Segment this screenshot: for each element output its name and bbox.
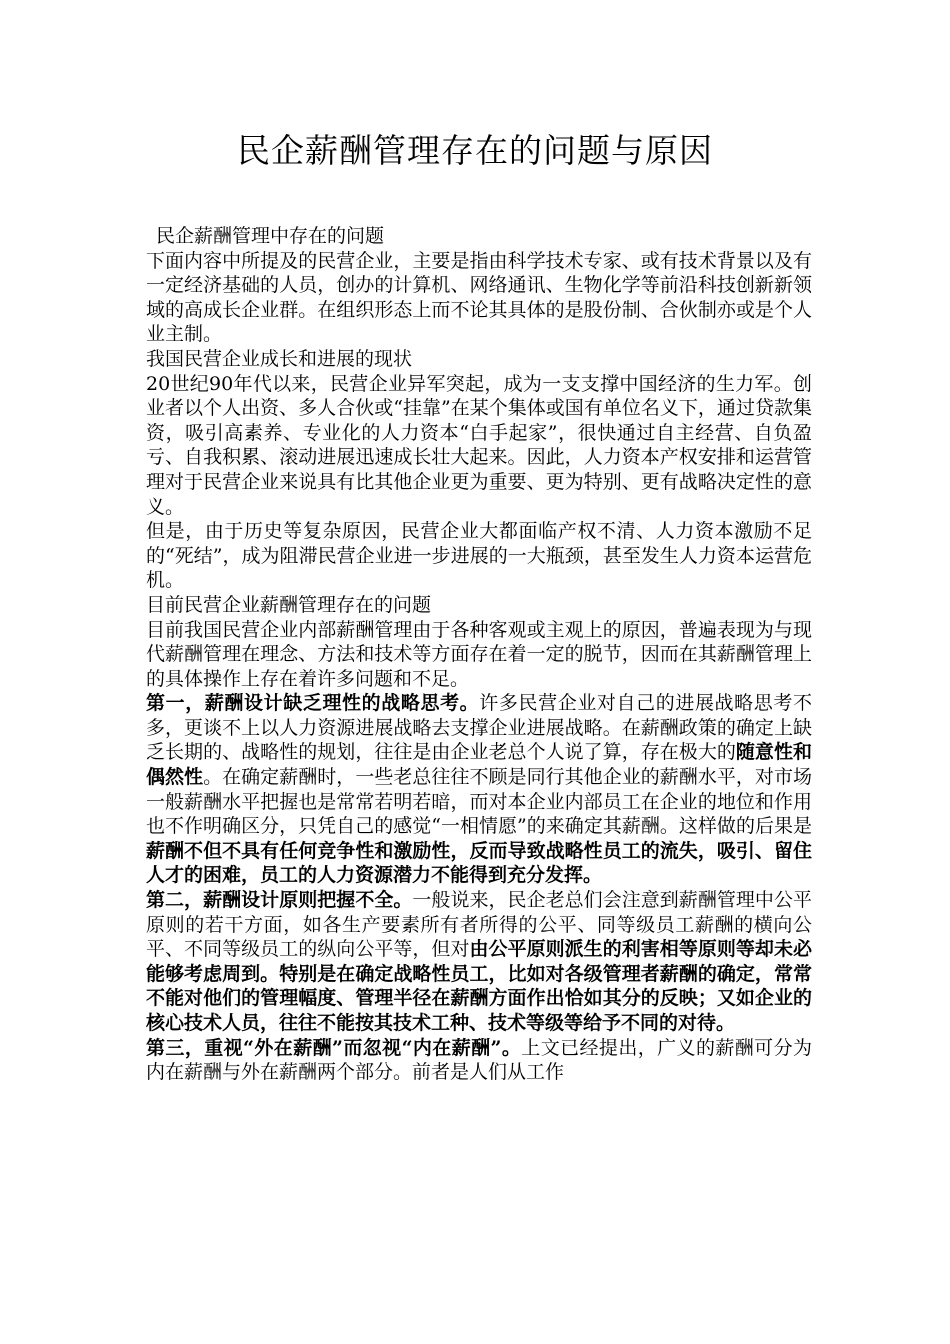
bold-text: 第一，薪酬设计缺乏理性的战略思考。 [146,692,480,715]
section-heading: 我国民营企业成长和进展的现状 [146,347,413,370]
paragraph: 但是，由于历史等复杂原因，民营企业大都面临产权不清、人力资本激励不足的“死结”，成为阻滞民营企业进一步进展的一大瓶颈，甚至发生人力资本运营危机。 [146,520,812,592]
paragraph: 20世纪90年代以来，民营企业异军突起，成为一支支撑中国经济的生力军。创业者以个人出资、多人合伙或“挂靠”在某个集体或国有单位名义下，通过贷款集资，吸引高素养、专业化的人力资本“白手起家”，很快通过自主经营、自负盈亏、自我积累、滚动进展迅速成长壮大起来。因此，人力资本产权安排和运营管理对于民营企业来说具有比其他企业更为重要、更为特别、更有战略决定性的意义。 [146,372,812,518]
paragraph [146,888,812,1036]
bold-text: 由公平原则派生的利害相等原则等却未必能够考虑周到。特别是在确定战略性员工，比如对各级管理者薪酬的确定，常常不能对他们的管理幅度、管理半径在薪酬方面作出恰如其分的反映；又如企业的核心技术人员，往往不能按其技术工种、技术等级等给予不同的对待。 [146,938,812,1034]
paragraph: 目前我国民营企业内部薪酬管理由于各种客观或主观上的原因，普遍表现为与现代薪酬管理在理念、方法和技术等方面存在着一定的脱节，因而在其薪酬管理上的具体操作上存在着许多问题和不足。 [146,618,812,690]
document-body [146,224,812,1085]
bold-text: 薪酬不但不具有任何竞争性和激励性，反而导致战略性员工的流失，吸引、留住人才的困难，员工的人力资源潜力不能得到充分发挥。 [146,839,812,887]
text-run: 一般说来，民企老总们会注意到薪酬管理中公平原则的若干方面，如各生产要素所有者所得的公平、同等级员工薪酬的横向公平、不同等级员工的纵向公平等，但对 [146,889,812,961]
document-title: 民企薪酬管理存在的问题与原因 [237,131,713,170]
bold-text: 第二，薪酬设计原则把握不全。 [146,889,413,912]
paragraph: 下面内容中所提及的民营企业，主要是指由科学技术专家、或有技术背景以及有一定经济基础的人员，创办的计算机、网络通讯、生物化学等前沿科技创新新领域的高成长企业群。在组织形态上而不论其具体的是股份制、合伙制亦或是个人业主制。 [146,249,812,346]
paragraph [146,691,812,888]
paragraph [146,1036,812,1085]
text-run: 。在确定薪酬时，一些老总往往不顾是同行其他企业的薪酬水平，对市场一般薪酬水平把握也是常常若明若暗，而对本企业内部员工在企业的地位和作用也不作明确区分，只凭自己的感觉“一相情愿”的来确定其薪酬。这样做的后果是 [146,766,812,838]
text-run: 许多民营企业对自己的进展战略思考不多，更谈不上以人力资源进展战略去支撑企业进展战略。在薪酬政策的确定上缺乏长期的、战略性的规划，往往是由企业老总个人说了算，存在极大的 [146,692,812,764]
section-subheading: 民企薪酬管理中存在的问题 [156,225,385,247]
bold-text: 第三，重视“外在薪酬”而忽视“内在薪酬”。 [146,1036,522,1059]
text-run: 上文已经提出，广义的薪酬可分为内在薪酬与外在薪酬两个部分。前者是人们从工作 [146,1036,812,1084]
section-heading: 目前民营企业薪酬管理存在的问题 [146,593,432,616]
bold-text: 随意性和偶然性 [146,741,812,789]
